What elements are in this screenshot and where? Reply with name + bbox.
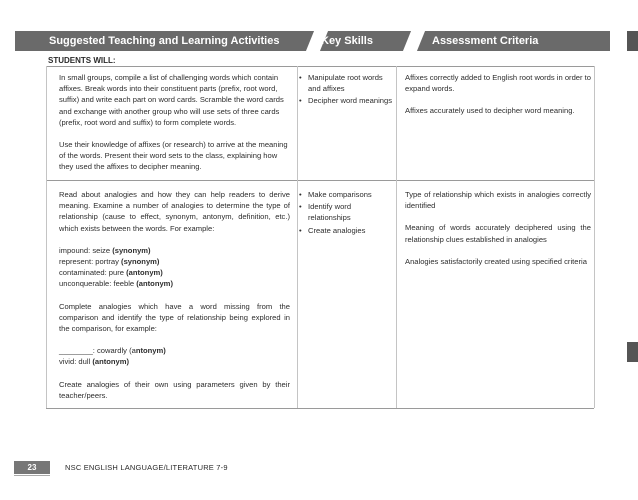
header-key-skills: Key Skills	[321, 35, 373, 47]
key-skill-item: • Decipher word meanings	[299, 96, 392, 106]
edge-tab	[627, 31, 638, 51]
criteria-item: Affixes accurately used to decipher word meaning.	[405, 106, 575, 116]
key-skill-item: • Create analogies	[299, 225, 366, 235]
row2-assessment	[405, 189, 591, 267]
criteria-item: Type of relationship which exists in analogies correctly identified	[405, 190, 591, 211]
key-skill-item: • Make comparisons	[299, 190, 372, 199]
page-number: 23	[14, 461, 50, 474]
row2-activity-paragraph: Read about analogies and how they can help readers to derive meaning. Examine a number of analogies to determine the type of relationship (cause to effect, synonym, antonym, definition, etc.) which exists between the words. For example:	[59, 190, 290, 233]
key-skill-item: • Identify word relationships	[299, 202, 352, 223]
criteria-item: Affixes correctly added to English root words in order to expand words.	[405, 73, 591, 94]
row-divider	[46, 66, 594, 67]
row2-activities	[59, 189, 290, 401]
row1-activity-paragraph: Use their knowledge of affixes (or research) to arrive at the meaning of the words. Present their word sets to the class, explaining how they used the affixes to decipher meaning.	[59, 140, 288, 172]
table-header	[15, 31, 610, 51]
footer-title: NSC ENGLISH LANGUAGE/LITERATURE 7-9	[65, 463, 228, 472]
column-border	[46, 66, 47, 408]
header-separator	[403, 31, 425, 51]
example-line: represent: portray (synonym)	[59, 257, 160, 267]
row-divider	[46, 180, 594, 181]
header-activities: Suggested Teaching and Learning Activities	[49, 35, 280, 47]
criteria-item: Meaning of words accurately deciphered using the relationship clues established in analogies	[405, 223, 591, 244]
footer-divider	[14, 475, 50, 476]
row1-activities	[59, 72, 290, 173]
example-line: vivid: dull (antonym)	[59, 357, 130, 367]
key-skill-item: • Manipulate root words and affixes	[299, 73, 383, 94]
column-border	[297, 66, 298, 408]
row2-key-skills	[299, 189, 394, 237]
row1-key-skills	[299, 72, 394, 108]
example-line: impound: seize (synonym)	[59, 245, 151, 255]
students-will-label: STUDENTS WILL:	[48, 56, 116, 65]
example-line: unconquerable: feeble (antonym)	[59, 279, 173, 289]
row-divider	[46, 408, 594, 409]
row2-activity-paragraph: Complete analogies which have a word missing from the comparison and identify the type of relationship being explored in the comparison, for example:	[59, 301, 290, 334]
row2-activity-paragraph: Create analogies of their own using parameters given by their teacher/peers.	[59, 379, 290, 400]
column-border	[594, 66, 595, 408]
criteria-item: Analogies satisfactorily created using specified criteria	[405, 256, 587, 266]
row1-activity-paragraph: In small groups, compile a list of challenging words which contain affixes. Break words into their constituent parts (prefix, root word, suffix) and write each part on word cards. Scramble the word cards and exchange with another group who will use sets of three cards (prefix, root word and suffix) to form complete words.	[59, 73, 284, 127]
header-assessment-criteria: Assessment Criteria	[432, 35, 539, 47]
example-line: contaminated: pure (antonym)	[59, 268, 163, 278]
row1-assessment	[405, 72, 591, 117]
example-line: ________: cowardly (antonym)	[59, 346, 166, 356]
edge-tab	[627, 342, 638, 362]
column-border	[396, 66, 397, 408]
